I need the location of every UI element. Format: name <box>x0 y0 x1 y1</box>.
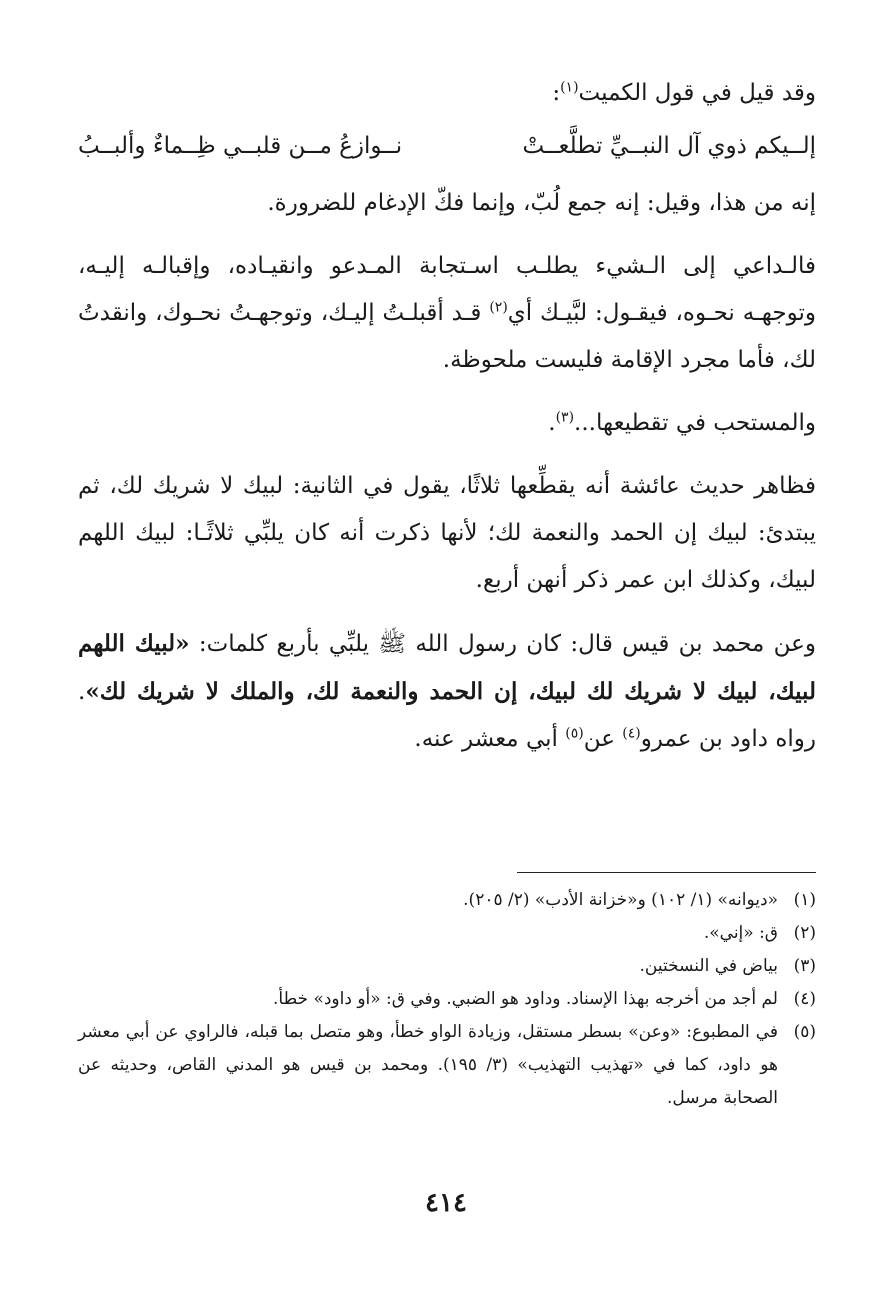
paragraph-text: . <box>548 410 556 436</box>
footnote-text: لم أجد من أخرجه بهذا الإسناد. وداود هو الضبي. وفي ق: «أو داود» خطأ. <box>273 989 778 1009</box>
footnote-number: (٣) <box>793 956 816 976</box>
footnote-item <box>78 884 816 917</box>
paragraph-division <box>78 400 816 447</box>
paragraph-aisha-hadith: فظاهر حديث عائشة أنه يقطِّعها ثلاثًا، يقول في الثانية: لبيك لا شريك لك، ثم يبتدئ: لبيك إن الحمد والنعمة لك؛ لأنها ذكرت أنه كان يلبِّي ثلاثًـا: لبيك اللهم لبيك، وكذلك ابن عمر ذكر أنهن أربع. <box>78 473 816 593</box>
paragraph-text: عن <box>583 726 623 752</box>
footnote-ref-2[interactable]: (٢) <box>489 299 508 316</box>
footnote-text: بياض في النسختين. <box>639 956 778 976</box>
footnote-number: (٤) <box>793 989 816 1009</box>
paragraph-kumayt <box>78 70 816 117</box>
footnote-ref-4[interactable]: (٤) <box>622 725 641 742</box>
verse-second-hemistich: نــوازعُ مــن قلبــي ظِــماءٌ وألبــبُ <box>78 133 403 159</box>
talbiya-quote: «لبيك اللهم لبيك، لبيك لا شريك لك لبيك، إن الحمد والنعمة لك، والملك لا شريك لك» <box>78 630 816 705</box>
paragraph-text: والمستحب في تقطيعها... <box>574 410 816 436</box>
footnote-ref-5[interactable]: (٥) <box>565 725 584 742</box>
footnote-item <box>78 950 816 983</box>
verse-first-hemistich: إلــيكم ذوي آل النبــيِّ تطلَّعــتْ <box>522 133 816 159</box>
page-number: ٤١٤ <box>425 1188 467 1218</box>
paragraph-text: قـد أقبلـتُ إليـك، وتوجهـتُ نحـوك، وانقدتُ لك، فأما مجرد الإقامة فليست ملحوظة. <box>78 300 816 373</box>
footnotes <box>78 884 816 1115</box>
paragraph-text: وقد قيل في قول الكميت <box>578 80 816 106</box>
poetry-verse <box>78 123 816 170</box>
paragraph-muhammad-bin-qays <box>78 620 816 763</box>
paragraph-text: فالـداعي إلى الـشيء يطلـب اسـتجابة المـدعو وانقيـاده، وإقبالـه إليـه، وتوجهـه نحـوه، فيقـول: لبَّيـك أي <box>78 253 816 326</box>
footnote-ref-1[interactable]: (١) <box>560 79 579 96</box>
footnote-number: (١) <box>793 890 816 910</box>
footnote-item <box>78 1016 816 1115</box>
footnote-text: في المطبوع: «وعن» بسطر مستقل، وزيادة الواو خطأ، وهو متصل بما قبله، فالراوي عن أبي معشر هو داود، كما في «تهذيب التهذيب» (٣/ ١٩٥). ومحمد بن قيس هو المدني القاص، وحديثه عن الصحابة مرسل. <box>78 1022 778 1108</box>
paragraph-text: . رواه داود بن عمرو <box>78 679 816 752</box>
paragraph-talbiya-meaning <box>78 243 816 384</box>
footnote-ref-3[interactable]: (٣) <box>555 409 575 426</box>
page-body <box>78 70 816 763</box>
paragraph-lubb: إنه من هذا، وقيل: إنه جمع لُبّ، وإنما فكّ الإدغام للضرورة. <box>267 190 816 216</box>
footnote-text: ق: «إني». <box>703 923 778 943</box>
footnote-text: «ديوانه» (١/ ١٠٢) و«خزانة الأدب» (٢/ ٢٠٥). <box>463 890 778 910</box>
footnote-number: (٢) <box>793 923 816 943</box>
footnote-item <box>78 917 816 950</box>
paragraph-text: أبي معشر عنه. <box>414 726 566 752</box>
footnote-number: (٥) <box>793 1022 816 1042</box>
footnote-separator <box>517 872 816 873</box>
paragraph-text: : <box>552 80 561 106</box>
paragraph-text: وعن محمد بن قيس قال: كان رسول الله ﷺ يلبِّي بأربع كلمات: <box>189 631 816 657</box>
footnote-item <box>78 983 816 1016</box>
